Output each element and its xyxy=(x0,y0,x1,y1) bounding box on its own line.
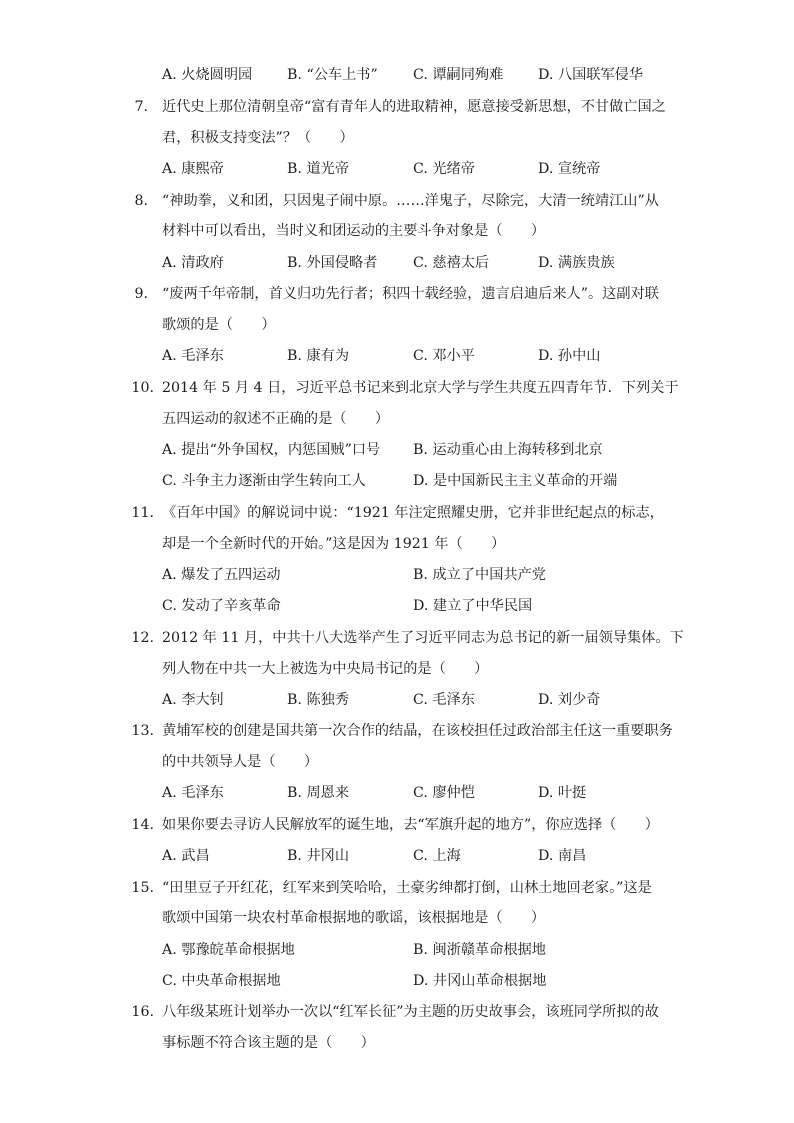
q10-option-a: A. 提出“外争国权，内惩国贼”口号 xyxy=(162,442,381,458)
q10-option-d: D. 是中国新民主主义革命的开端 xyxy=(413,473,618,489)
q10-number: 10. xyxy=(131,380,154,396)
q8-option-d: D. 满族贵族 xyxy=(538,255,615,271)
q15-option-a: A. 鄂豫皖革命根据地 xyxy=(162,942,295,958)
q10-option-b: B. 运动重心由上海转移到北京 xyxy=(413,442,603,458)
q10-option-c: C. 斗争主力逐渐由学生转向工人 xyxy=(162,473,366,489)
q9-option-b: B. 康有为 xyxy=(287,348,350,364)
q12-option-a: A. 李大钊 xyxy=(162,692,224,708)
q13-text-2: 的中共领导人是（ ） xyxy=(162,754,319,770)
q7-number: 7. xyxy=(134,99,148,115)
q8-option-c: C. 慈禧太后 xyxy=(413,255,490,271)
q16-text-2: 事标题不符合该主题的是（ ） xyxy=(162,1035,375,1051)
q11-option-c: C. 发动了辛亥革命 xyxy=(162,598,281,614)
q8-text-2: 材料中可以看出，当时义和团运动的主要斗争对象是（ ） xyxy=(162,223,546,239)
q13-option-d: D. 叶挺 xyxy=(538,785,587,801)
q13-text-1: 黄埔军校的创建是国共第一次合作的结晶，在该校担任过政治部主任这一重要职务 xyxy=(162,723,673,739)
q7-option-d: D. 宣统帝 xyxy=(538,161,601,177)
q12-option-b: B. 陈独秀 xyxy=(287,692,350,708)
q11-option-a: A. 爆发了五四运动 xyxy=(162,567,281,583)
q14-option-d: D. 南昌 xyxy=(538,848,587,864)
q11-option-d: D. 建立了中华民国 xyxy=(413,598,533,614)
q14-number: 14. xyxy=(131,817,154,833)
q9-option-a: A. 毛泽东 xyxy=(162,348,224,364)
q9-option-c: C. 邓小平 xyxy=(413,348,475,364)
q6-option-b: B. “公车上书” xyxy=(287,67,378,83)
q11-text-2: 却是一个全新时代的开始。”这是因为 1921 年（ ） xyxy=(162,536,506,552)
q10-text-2: 五四运动的叙述不正确的是（ ） xyxy=(162,411,390,427)
q14-option-b: B. 井冈山 xyxy=(287,848,350,864)
q8-option-b: B. 外国侵略者 xyxy=(287,255,378,271)
q15-option-b: B. 闽浙赣革命根据地 xyxy=(413,942,546,958)
q12-option-c: C. 毛泽东 xyxy=(413,692,475,708)
q16-text-1: 八年级某班计划举办一次以“红军长征”为主题的历史故事会，该班同学所拟的故 xyxy=(162,1004,659,1020)
q15-number: 15. xyxy=(131,880,154,896)
q15-option-c: C. 中央革命根据地 xyxy=(162,973,281,989)
q16-number: 16. xyxy=(131,1004,154,1020)
q7-option-c: C. 光绪帝 xyxy=(413,161,475,177)
q7-option-a: A. 康熙帝 xyxy=(162,161,224,177)
q14-option-c: C. 上海 xyxy=(413,848,461,864)
q8-text-1: “神助拳，义和团，只因鬼子闹中原。……洋鬼子，尽除完，大清一统靖江山”从 xyxy=(162,193,659,209)
q13-option-b: B. 周恩来 xyxy=(287,785,350,801)
q11-number: 11. xyxy=(131,505,154,521)
q12-number: 12. xyxy=(131,630,154,646)
q13-number: 13. xyxy=(131,723,154,739)
q12-text-1: 2012 年 11 月，中共十八大选举产生了习近平同志为总书记的新一届领导集体。下 xyxy=(162,630,684,646)
q11-option-b: B. 成立了中国共产党 xyxy=(413,567,546,583)
q10-text-1: 2014 年 5 月 4 日，习近平总书记来到北京大学与学生共度五四青年节．下列关于 xyxy=(162,380,679,396)
q9-number: 9. xyxy=(134,286,148,302)
q15-text-2: 歌颂中国第一块农村革命根据地的歌谣，该根据地是（ ） xyxy=(162,910,546,926)
q14-option-a: A. 武昌 xyxy=(162,848,210,864)
q6-option-a: A. 火烧圆明园 xyxy=(162,67,253,83)
q15-option-d: D. 井冈山革命根据地 xyxy=(413,973,547,989)
q13-option-a: A. 毛泽东 xyxy=(162,785,224,801)
q11-text-1: 《百年中国》的解说词中说：“1921 年注定照耀史册，它并非世纪起点的标志， xyxy=(162,505,664,521)
q6-option-d: D. 八国联军侵华 xyxy=(538,67,644,83)
q12-option-d: D. 刘少奇 xyxy=(538,692,601,708)
q14-text-1: 如果你要去寻访人民解放军的诞生地，去“军旗升起的地方”，你应选择（ ） xyxy=(162,817,659,833)
q8-option-a: A. 清政府 xyxy=(162,255,224,271)
q7-option-b: B. 道光帝 xyxy=(287,161,350,177)
q9-option-d: D. 孙中山 xyxy=(538,348,601,364)
q7-text-1: 近代史上那位清朝皇帝“富有青年人的进取精神，愿意接受新思想，不甘做亡国之 xyxy=(162,99,666,115)
q9-text-2: 歌颂的是（ ） xyxy=(162,317,276,333)
q7-text-2: 君，积极支持变法”？（ ） xyxy=(162,130,354,146)
q8-number: 8. xyxy=(134,193,148,209)
q13-option-c: C. 廖仲恺 xyxy=(413,785,475,801)
q9-text-1: “废两千年帝制，首义归功先行者；积四十载经验，遗言启迪后来人”。这副对联 xyxy=(162,286,659,302)
q6-option-c: C. 谭嗣同殉难 xyxy=(413,67,504,83)
q15-text-1: “田里豆子开红花，红军来到笑哈哈，土豪劣绅都打倒，山林土地回老家。”这是 xyxy=(162,880,652,896)
q12-text-2: 列人物在中共一大上被选为中央局书记的是（ ） xyxy=(162,661,489,677)
